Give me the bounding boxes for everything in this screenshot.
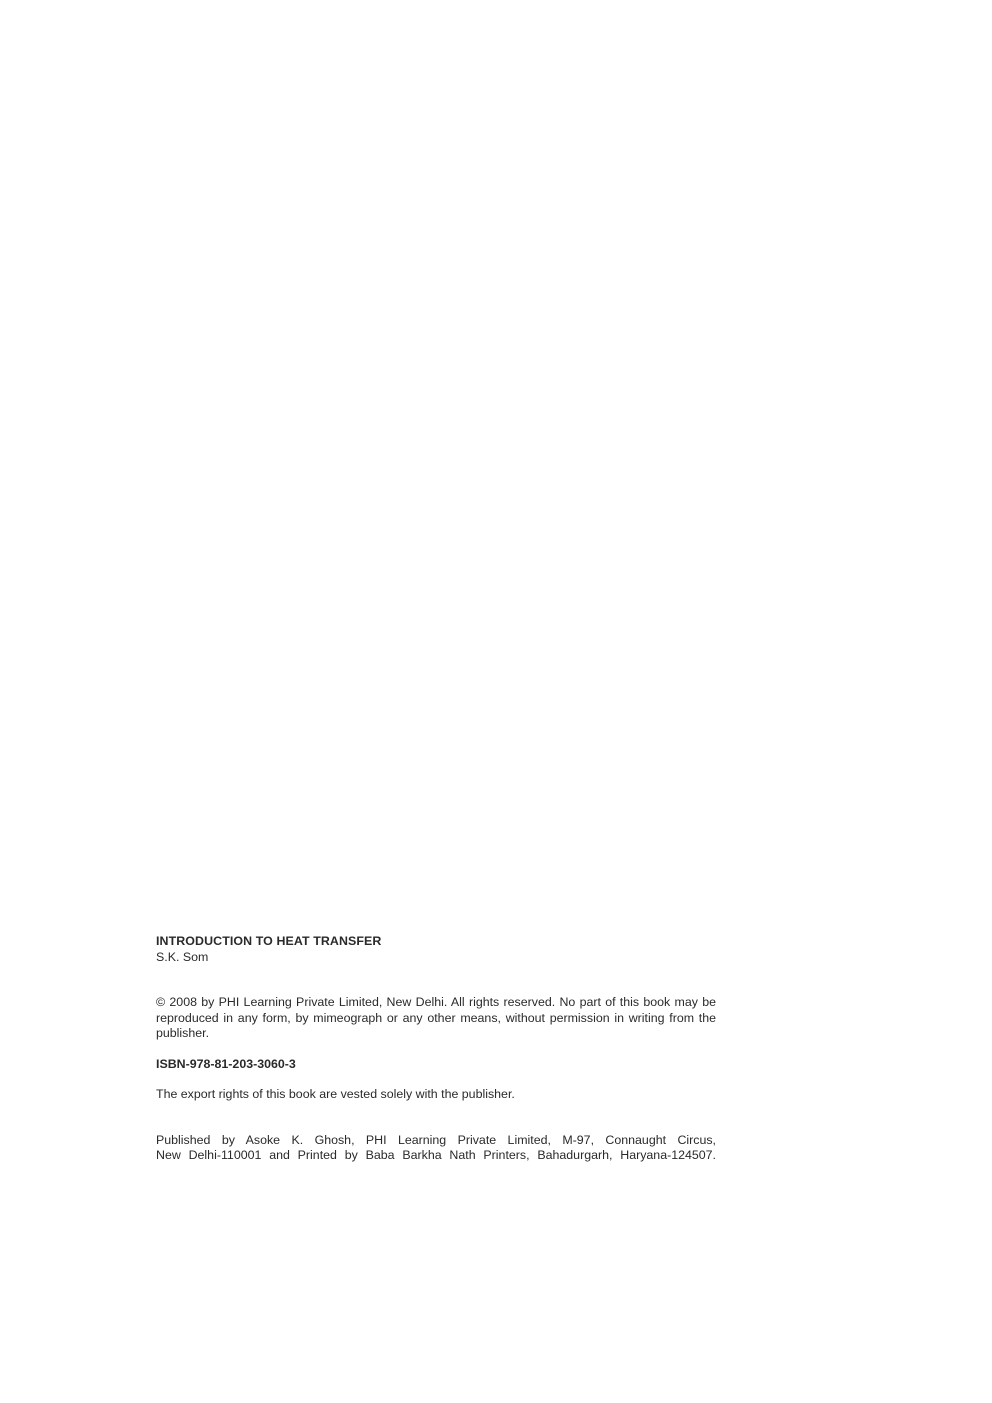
book-title: INTRODUCTION TO HEAT TRANSFER bbox=[156, 934, 382, 948]
published-line-2: New Delhi-110001 and Printed by Baba Barkha Nath Printers, Bahadurgarh, Haryana-124507. bbox=[156, 1148, 716, 1162]
publisher-printer-info bbox=[156, 1133, 716, 1164]
isbn: ISBN-978-81-203-3060-3 bbox=[156, 1056, 296, 1071]
imprint-block bbox=[156, 934, 716, 1164]
published-line-1: Published by Asoke K. Ghosh, PHI Learning Private Limited, M-97, Connaught Circus, bbox=[156, 1132, 716, 1147]
book-author: S.K. Som bbox=[156, 949, 209, 964]
export-rights-notice: The export rights of this book are vested solely with the publisher. bbox=[156, 1087, 515, 1101]
copyright-notice: © 2008 by PHI Learning Private Limited, New Delhi. All rights reserved. No part of this book may be reproduced in any form, by mimeograph or any other means, without permission in writing from the publisher. bbox=[156, 995, 716, 1040]
